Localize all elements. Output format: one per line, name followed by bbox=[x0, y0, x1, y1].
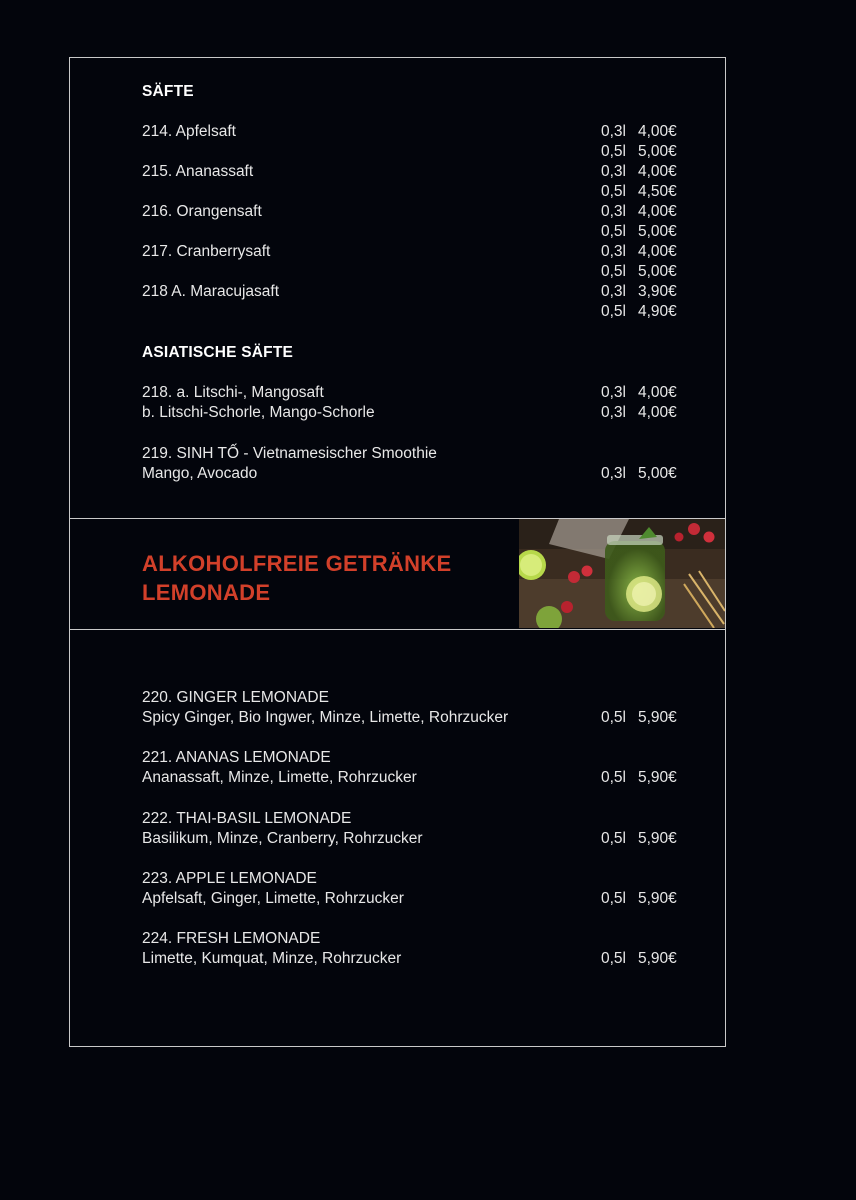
item-name: 217. Cranberrysaft bbox=[142, 243, 271, 260]
item-price: 0,3l 3,90€ bbox=[601, 283, 677, 300]
item-name: 220. GINGER LEMONADE bbox=[142, 689, 329, 706]
item-name: 216. Orangensaft bbox=[142, 203, 262, 220]
item-name: b. Litschi-Schorle, Mango-Schorle bbox=[142, 404, 375, 421]
category-banner bbox=[69, 518, 726, 630]
item-name: 222. THAI-BASIL LEMONADE bbox=[142, 810, 352, 827]
item-name: 218. a. Litschi-, Mangosaft bbox=[142, 384, 324, 401]
item-price: 0,3l 4,00€ bbox=[601, 203, 677, 220]
item-price: 0,3l 4,00€ bbox=[601, 123, 677, 140]
banner-title-line2: LEMONADE bbox=[142, 580, 271, 605]
item-price: 0,5l 4,90€ bbox=[601, 303, 677, 320]
item-price: 0,5l 5,90€ bbox=[601, 830, 677, 847]
lemonade-panel bbox=[69, 629, 726, 1047]
item-price: 0,5l 5,00€ bbox=[601, 263, 677, 280]
item-price: 0,5l 5,00€ bbox=[601, 143, 677, 160]
banner-title-line1: ALKOHOLFREIE GETRÄNKE bbox=[142, 551, 452, 576]
item-name: 214. Apfelsaft bbox=[142, 123, 236, 140]
item-price: 0,3l 5,00€ bbox=[601, 465, 677, 482]
item-name: 215. Ananassaft bbox=[142, 163, 254, 180]
item-name: 224. FRESH LEMONADE bbox=[142, 930, 321, 947]
item-description: Mango, Avocado bbox=[142, 465, 258, 482]
item-name: 221. ANANAS LEMONADE bbox=[142, 749, 331, 766]
item-description: Spicy Ginger, Bio Ingwer, Minze, Limette, Rohrzucker bbox=[142, 709, 509, 726]
item-description: Ananassaft, Minze, Limette, Rohrzucker bbox=[142, 769, 417, 786]
item-price: 0,3l 4,00€ bbox=[601, 384, 677, 401]
item-name: 219. SINH TỐ - Vietnamesischer Smoothie bbox=[142, 445, 437, 462]
item-price: 0,5l 5,90€ bbox=[601, 769, 677, 786]
item-description: Basilikum, Minze, Cranberry, Rohrzucker bbox=[142, 830, 423, 847]
item-name: 223. APPLE LEMONADE bbox=[142, 870, 317, 887]
banner-title bbox=[142, 549, 451, 607]
item-price: 0,3l 4,00€ bbox=[601, 404, 677, 421]
item-price: 0,5l 5,90€ bbox=[601, 709, 677, 726]
item-description: Apfelsaft, Ginger, Limette, Rohrzucker bbox=[142, 890, 404, 907]
item-price: 0,5l 5,90€ bbox=[601, 950, 677, 967]
lemonade-photo bbox=[519, 519, 725, 628]
section-title-saefte: SÄFTE bbox=[142, 83, 194, 100]
item-price: 0,3l 4,00€ bbox=[601, 163, 677, 180]
juices-panel bbox=[69, 57, 726, 519]
item-price: 0,5l 5,90€ bbox=[601, 890, 677, 907]
item-price: 0,5l 5,00€ bbox=[601, 223, 677, 240]
item-price: 0,3l 4,00€ bbox=[601, 243, 677, 260]
item-price: 0,5l 4,50€ bbox=[601, 183, 677, 200]
section-title-asiatische: ASIATISCHE SÄFTE bbox=[142, 344, 294, 361]
item-name: 218 A. Maracujasaft bbox=[142, 283, 279, 300]
lemonade-photo-icon bbox=[519, 519, 725, 628]
item-description: Limette, Kumquat, Minze, Rohrzucker bbox=[142, 950, 402, 967]
